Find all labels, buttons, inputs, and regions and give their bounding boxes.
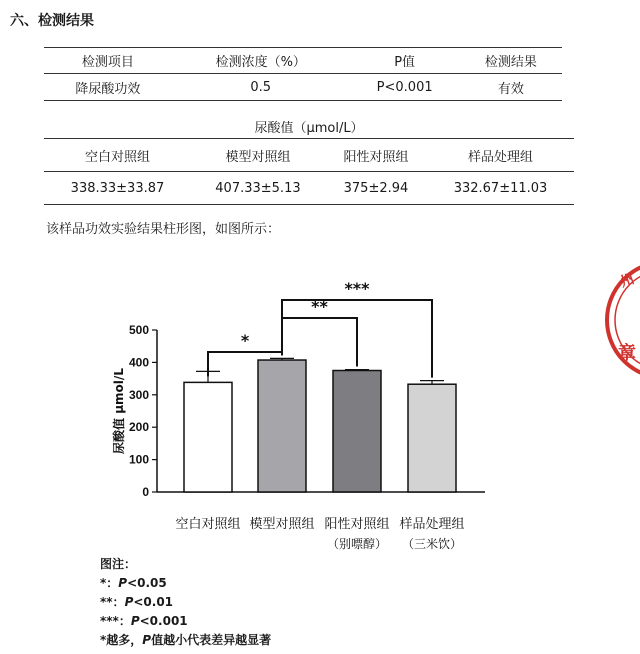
note-text: <0.001 [139, 614, 188, 628]
note-line [100, 612, 271, 631]
note-p: P [142, 633, 152, 647]
test-summary-table [44, 47, 562, 101]
note-marker: **： [100, 595, 125, 609]
table-cell: P<0.001 [376, 79, 433, 95]
header-cell: 样品处理组 [427, 139, 574, 172]
x-category-label: 模型对照组 [249, 517, 315, 532]
svg-text:章: 章 [618, 343, 636, 364]
table-cell: 0.5 [250, 79, 272, 95]
bar-chart [0, 240, 600, 555]
note-text: <0.05 [127, 576, 167, 590]
x-category-sublabel: （别嘌醇） [326, 537, 388, 551]
x-category-label: 空白对照组 [175, 517, 241, 532]
chart-notes [100, 555, 271, 650]
bar [184, 382, 232, 492]
chart-intro-text: 该样品功效实验结果柱形图，如图所示： [46, 222, 281, 237]
x-category-sublabel: （三米饮） [401, 537, 463, 551]
header-cell: 模型对照组 [191, 139, 325, 172]
table-caption-row [44, 114, 574, 139]
header-cell: 阳性对照组 [325, 139, 427, 172]
note-marker: ***： [100, 614, 131, 628]
table-header-row [44, 139, 574, 172]
header-cell: 检测结果 [460, 48, 562, 74]
notes-title: 图注： [100, 557, 137, 571]
note-line [100, 574, 271, 593]
significance-label: ** [311, 297, 328, 316]
y-axis-label: 尿酸值 μmol/L [112, 368, 126, 454]
y-tick-label: 100 [128, 452, 149, 467]
significance-label: * [240, 331, 250, 350]
note-marker: *越多， [100, 633, 143, 647]
note-marker: *： [100, 576, 119, 590]
y-tick-label: 400 [128, 355, 149, 370]
note-text: <0.01 [133, 595, 174, 609]
bar [258, 360, 306, 492]
x-category-label: 阳性对照组 [324, 517, 390, 532]
table-row [44, 74, 562, 101]
bar [333, 371, 381, 493]
significance-bracket [282, 318, 357, 367]
table-header-row [44, 48, 562, 74]
note-line [100, 593, 271, 612]
section-title: 六、检测结果 [10, 13, 94, 29]
table-caption: 尿酸值（μmol/L） [254, 120, 364, 136]
header-cell: P值 [350, 48, 460, 74]
table-cell: 332.67±11.03 [453, 180, 548, 196]
note-p: P [124, 595, 134, 609]
significance-label: *** [344, 279, 370, 298]
note-text: 值越小代表差异越显著 [151, 633, 272, 647]
note-p: P [130, 614, 140, 628]
bar [408, 384, 456, 492]
header-cell: 检测项目 [44, 48, 172, 74]
seal-stamp [600, 255, 640, 385]
header-cell: 空白对照组 [44, 139, 191, 172]
y-tick-label: 500 [128, 323, 149, 337]
table-cell: 407.33±5.13 [215, 180, 301, 196]
uric-acid-table [44, 114, 574, 205]
note-p: P [118, 576, 128, 590]
y-tick-label: 300 [128, 387, 149, 402]
y-tick-label: 200 [128, 420, 149, 435]
table-cell: 338.33±33.87 [70, 180, 165, 196]
table-row [44, 172, 574, 205]
y-tick-label: 0 [142, 485, 149, 499]
table-cell: 降尿酸功效 [75, 81, 141, 97]
table-cell: 有效 [497, 81, 524, 97]
x-category-label: 样品处理组 [399, 517, 465, 532]
svg-text:州: 州 [617, 270, 637, 291]
header-cell: 检测浓度（%） [172, 48, 350, 74]
note-line [100, 631, 271, 650]
table-cell: 375±2.94 [343, 180, 409, 196]
